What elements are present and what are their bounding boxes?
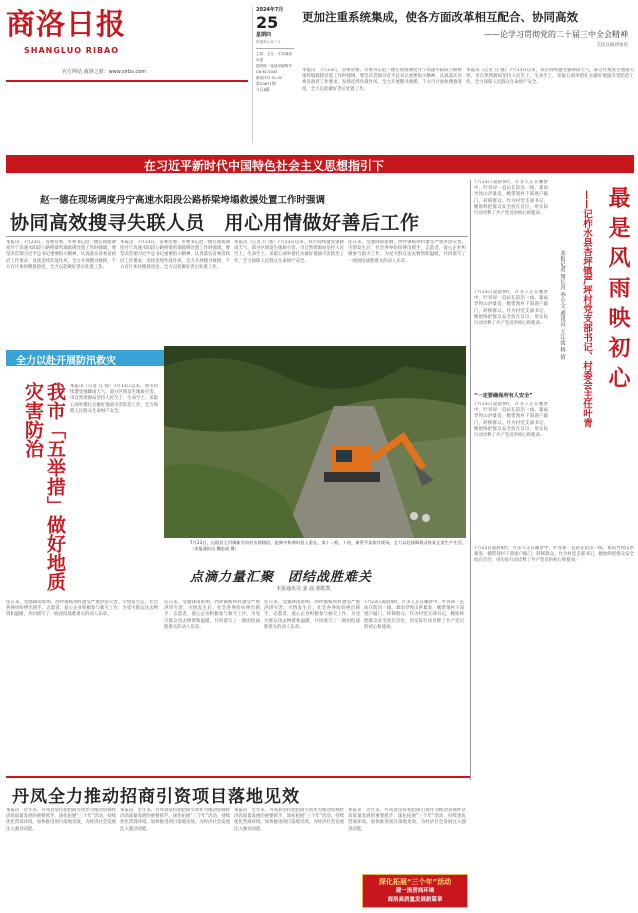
- middle-byline: 本报通讯员 姜 晨 郭乾凯: [276, 586, 331, 592]
- middle-col-3: 7月23日凌晨4时，许多人正在睡梦中，叶青却一直站在防汛一线。暴雨导致山洪暴发，她带领村干部逐户敲门，转移群众。作为村党支部书记，她始终把群众安全放在首位，用实际行动诠释了共产党员的初心和使命。: [364, 600, 464, 630]
- lead-col-2: 本报讯 7月23日，省委常委、市委书记赵一德在现场调度丹宁高速水阳段公路桥梁垮塌救援处置工作时强调，要坚决贯彻习近平总书记重要指示精神，认真落实省委省政府工作要求，发扬连续作战作风，全力开展搜寻救援，千方百计加快搜救进度，全力以赴做好善后处置工作。: [120, 240, 230, 270]
- middle-title: 点滴力量汇聚 团结战胜难关: [190, 570, 373, 585]
- bottom-title: 丹凤全力推动招商引资项目落地见效: [12, 787, 300, 807]
- issue-cn-number: CN 61-0045: [256, 70, 278, 74]
- flood-photo: [164, 346, 466, 538]
- badge-line-1: 深化拓展“三个年”活动: [378, 878, 452, 886]
- issue-lunar: 甲辰年六月二十: [256, 40, 282, 44]
- issue-box: [252, 7, 294, 143]
- masthead: [6, 6, 132, 64]
- feature-section-head: “一定要确保所有人安全”: [474, 393, 533, 399]
- section-banner: [6, 155, 634, 173]
- lead-col-4: 连日来，受强降雨影响，西坪镇杨坝村遭受严重洪涝灾害。灾情发生后，社会各界纷纷伸出援手，志愿者、爱心企业积极参与救灾工作，为受灾群众送去物资和温暖，共同谱写了一曲团结战胜难关的动人乐章。: [348, 240, 466, 264]
- flood-photo-caption: 7月23日，山阳县王闫镇新寺沟村水毁路段，抢修中和谐时投入重长，第十二机，十机，新管乎某街作现场，全力以赴保障群众恢复正常生产生活。（本报通讯员 魏忠斌 摄）: [190, 540, 466, 551]
- badge-line-3: 商洛高质量发展新篇章: [387, 897, 443, 903]
- issue-post: 邮发代号 51-32: [256, 76, 282, 80]
- flood-vertical-title: 我市「五举措」做好地质灾害防治: [22, 382, 66, 591]
- right-intro: 7月23日凌晨4时，许多人正在睡梦中，叶青却一直站在防汛一线。暴雨导致山洪暴发，她带领村干部逐户敲门，转移群众。作为村党支部书记，她始终把群众安全放在首位，用实际行动诠释了共产党员的初心和使命。: [474, 180, 548, 217]
- banner-text: 在习近平新时代中国特色社会主义思想指引下: [144, 159, 385, 173]
- badge-line-2: 建一流营商环境: [395, 888, 435, 894]
- masthead-title: 商洛日报: [6, 7, 127, 41]
- flood-col-a: 本报讯（记者 汪 强）7月13日以来，我市持续遭受强降雨天气，部分区域发生地质灾害。市自然资源局坚持人民至上、生命至上，采取五项举措扎实做好地质灾害防治工作，全力保障人民群众生命财产安全。: [70, 384, 158, 414]
- flood-banner: [6, 350, 166, 366]
- issue-sponsor: 主管：主办：中共商洛市委: [256, 52, 292, 62]
- issue-year-month: 2024年7月: [256, 7, 284, 13]
- lead-divider: [6, 236, 468, 237]
- top-headline: [302, 10, 634, 49]
- top-headline-body: 本报讯 7月23日，省委常委、市委书记赵一德在现场调度丹宁高速水阳段公路桥梁垮塌救援处置工作时强调，要坚决贯彻习近平总书记重要指示精神，认真落实省委省政府工作要求，发扬连续作战作风，全力开展搜寻救援，千方百计加快搜救进度，全力以赴做好善后处置工作。: [302, 68, 462, 92]
- issue-day: 25: [256, 13, 279, 32]
- bottom-rule: [6, 776, 470, 778]
- middle-col-1: 连日来，受强降雨影响，西坪镇杨坝村遭受严重洪涝灾害。灾情发生后，社会各界纷纷伸出援手，志愿者、爱心企业积极参与救灾工作，为受灾群众送去物资和温暖，共同谱写了一曲团结战胜难关的动人乐章。: [164, 600, 260, 630]
- top-headline-body-2: 本报讯（记者 汪 强）7月13日以来，我市持续遭受强降雨天气，部分区域发生地质灾害。市自然资源局坚持人民至上、生命至上，采取五项举措扎实做好地质灾害防治工作，全力保障人民群众生命财产安全。: [466, 68, 634, 86]
- right-column-divider: [470, 180, 471, 780]
- masthead-rule: [6, 80, 248, 82]
- website-link[interactable]: 官方网站 商洛之窗：www.slrbs.com: [62, 69, 147, 75]
- top-headline-title: 更加注重系统集成，使各方面改革相互配合、协同高效: [302, 10, 578, 24]
- bottom-col-3: 本报讯 近年来，丹凤县坚持把招商引资作为推动县域经济高质量发展的重要抓手，深化拓展“三个年”活动，持续优化营商环境，加快推进项目落地见效，为经济社会发展注入强劲动能。: [234, 808, 344, 832]
- feature-byline: 本报记者 周长青 李小文 通讯员 王江波 杨 倩: [559, 250, 565, 360]
- lead-col-1: 本报讯 7月23日，省委常委、市委书记赵一德在现场调度丹宁高速水阳段公路桥梁垮塌救援处置工作时强调，要坚决贯彻习近平总书记重要指示精神，认真落实省委省政府工作要求，发扬连续作战作风，全力开展搜寻救援，千方百计加快搜救进度，全力以赴做好善后处置工作。: [6, 240, 116, 270]
- masthead-pinyin: SHANGLUO RIBAO: [24, 46, 120, 55]
- right-col-3: 7月23日凌晨4时，许多人正在睡梦中，叶青却一直站在防汛一线。暴雨导致山洪暴发，她带领村干部逐户敲门，转移群众。作为村党支部书记，她始终把群众安全放在首位，用实际行动诠释了共产党员的初心和使命。: [474, 546, 634, 564]
- feature-title: 最是风雨映初心: [605, 186, 630, 396]
- right-col-1: 7月23日凌晨4时，许多人正在睡梦中，叶青却一直站在防汛一线。暴雨导致山洪暴发，她带领村干部逐户敲门，转移群众。作为村党支部书记，她始终把群众安全放在首位，用实际行动诠释了共产党员的初心和使命。: [474, 290, 548, 327]
- issue-pages: 今日8版: [256, 87, 270, 92]
- top-headline-author: 人民日报评论员: [596, 43, 628, 48]
- issue-cn-label: 国内统一连续出版物号: [256, 64, 292, 68]
- bottom-col-4: 本报讯 近年来，丹凤县坚持把招商引资作为推动县域经济高质量发展的重要抓手，深化拓展“三个年”活动，持续优化营商环境，加快推进项目落地见效，为经济社会发展注入强劲动能。: [348, 808, 466, 832]
- bottom-col-1: 本报讯 近年来，丹凤县坚持把招商引资作为推动县域经济高质量发展的重要抓手，深化拓展“三个年”活动，持续优化营商环境，加快推进项目落地见效，为经济社会发展注入强劲动能。: [6, 808, 116, 832]
- lead-title: 协同高效搜寻失联人员 用心用情做好善后工作: [10, 212, 420, 234]
- lead-kicker: 赵一德在现场调度丹宁高速水阳段公路桥梁垮塌救援处置工作时强调: [40, 195, 326, 206]
- feature-subtitle: ——记柞水县杏坪镇严坪村党支部书记、村委会主任叶青: [581, 190, 592, 428]
- bottom-badge: [362, 874, 468, 908]
- bottom-col-2: 本报讯 近年来，丹凤县坚持把招商引资作为推动县域经济高质量发展的重要抓手，深化拓展“三个年”活动，持续优化营商环境，加快推进项目落地见效，为经济社会发展注入强劲动能。: [120, 808, 230, 832]
- issue-weekday: 星期四: [256, 32, 272, 38]
- flood-col-a-2: 连日来，受强降雨影响，西坪镇杨坝村遭受严重洪涝灾害。灾情发生后，社会各界纷纷伸出援手，志愿者、爱心企业积极参与救灾工作，为受灾群众送去物资和温暖，共同谱写了一曲团结战胜难关的动人乐章。: [6, 600, 158, 618]
- flood-banner-text: 全力以赴开展防汛救灾: [16, 356, 116, 367]
- issue-number: 第10671期: [256, 81, 276, 86]
- right-col-2: 7月23日凌晨4时，许多人正在睡梦中，叶青却一直站在防汛一线。暴雨导致山洪暴发，她带领村干部逐户敲门，转移群众。作为村党支部书记，她始终把群众安全放在首位，用实际行动诠释了共产党员的初心和使命。: [474, 402, 548, 439]
- lead-col-3: 本报讯（记者 汪 强）7月13日以来，我市持续遭受强降雨天气，部分区域发生地质灾害。市自然资源局坚持人民至上、生命至上，采取五项举措扎实做好地质灾害防治工作，全力保障人民群众生命财产安全。: [234, 240, 344, 264]
- excavator-scene-image: [164, 346, 466, 538]
- top-headline-subtitle: ——论学习贯彻党的二十届三中全会精神: [484, 30, 628, 39]
- middle-col-2: 连日来，受强降雨影响，西坪镇杨坝村遭受严重洪涝灾害。灾情发生后，社会各界纷纷伸出援手，志愿者、爱心企业积极参与救灾工作，为受灾群众送去物资和温暖，共同谱写了一曲团结战胜难关的动人乐章。: [264, 600, 360, 630]
